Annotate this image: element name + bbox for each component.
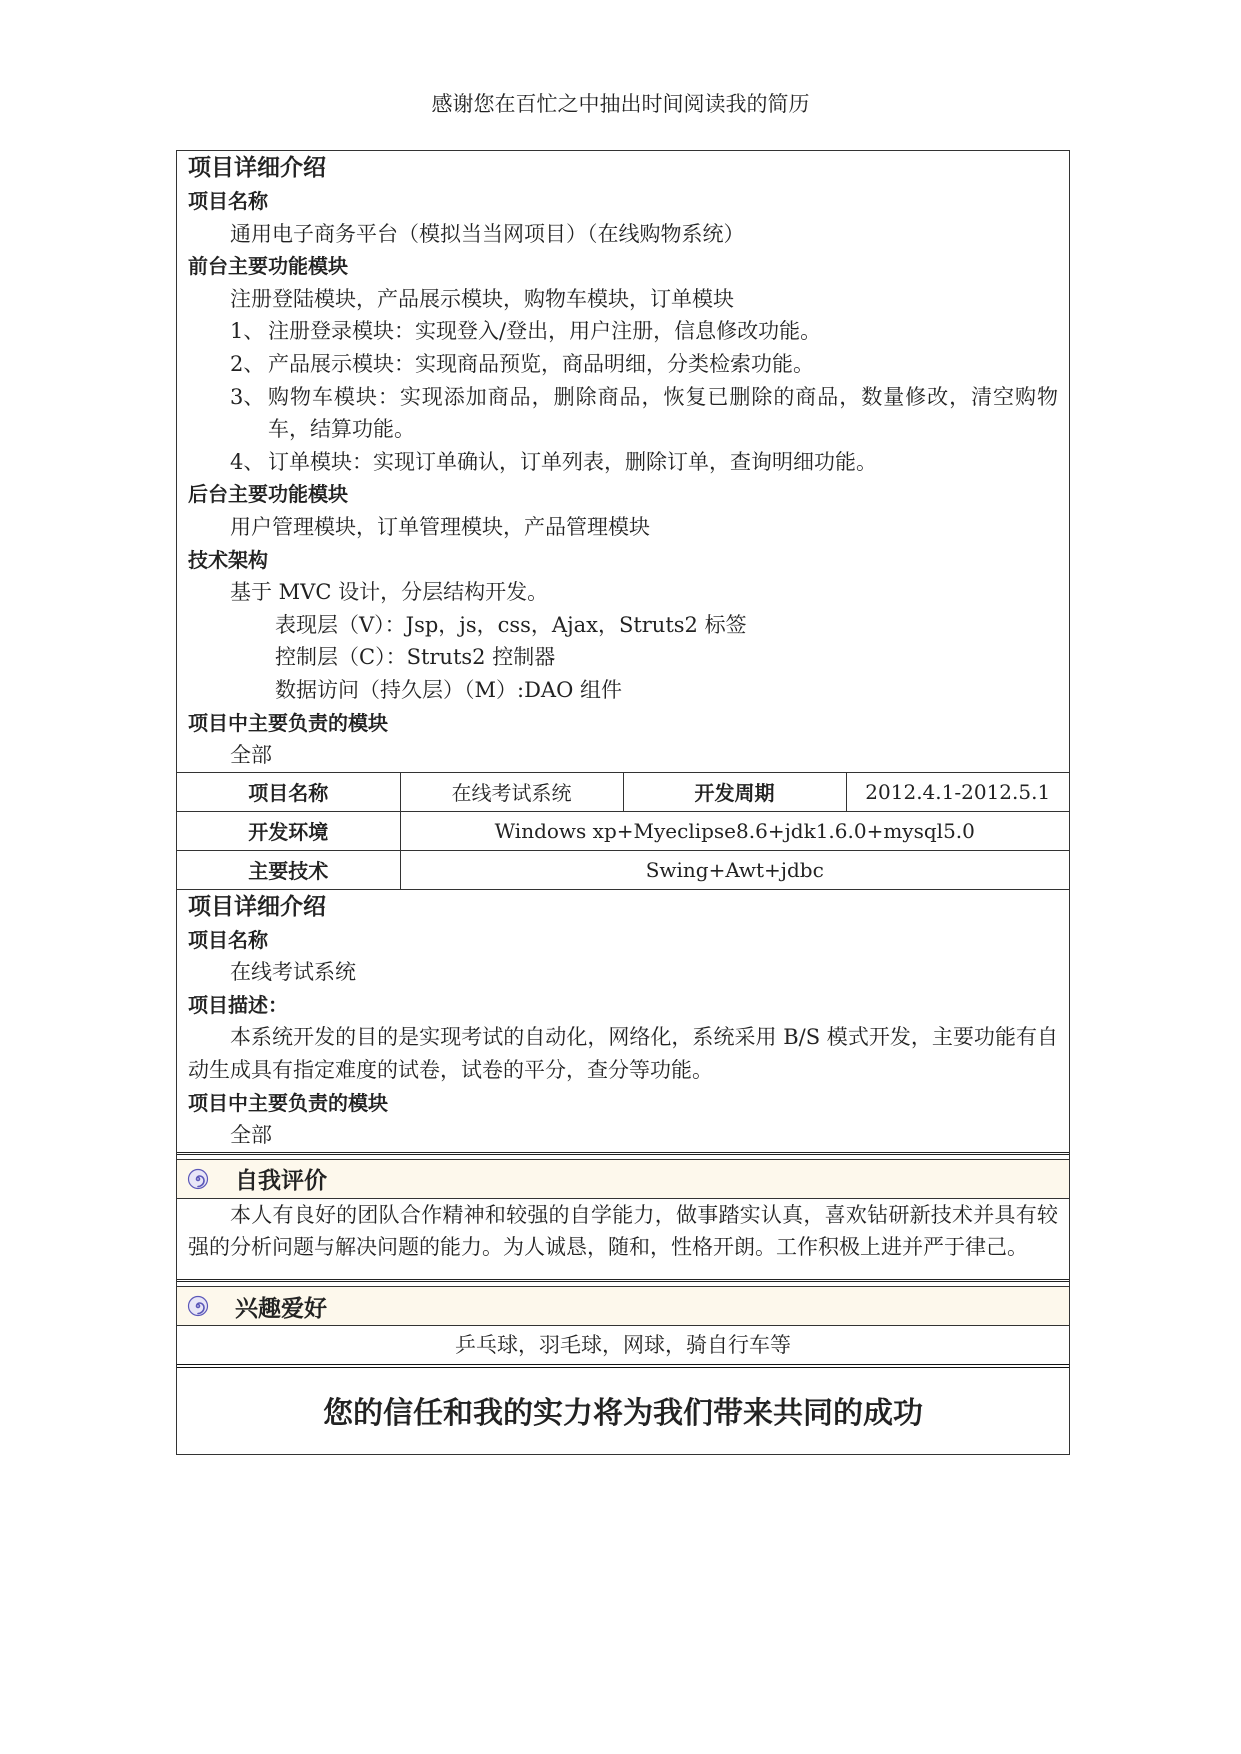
front-module-number: 3、: [230, 384, 265, 409]
resume-project-sheet: [176, 150, 1070, 1455]
front-module-text: 注册登录模块：实现登入/登出，用户注册，信息修改功能。: [268, 319, 822, 344]
project-name-value: 在线考试系统: [400, 772, 623, 811]
section-divider: [177, 1364, 1069, 1374]
table-row: [177, 850, 1069, 889]
dev-env-value: Windows xp+Myeclipse8.6+jdk1.6.0+mysql5.0: [400, 811, 1069, 850]
front-module-number: 4、: [230, 449, 265, 474]
table-row: [177, 772, 1069, 811]
front-module-number: 2、: [230, 351, 265, 376]
front-module-item: [188, 348, 1058, 381]
project1-details: [177, 151, 1069, 772]
project1-name-label: 项目名称: [188, 189, 268, 213]
self-eval-body: [177, 1199, 1069, 1279]
project2-desc-label: 项目描述：: [188, 992, 288, 1017]
project2-desc-value: 本系统开发的目的是实现考试的自动化，网络化，系统采用 B/S 模式开发，主要功能有自动生成具有指定难度的试卷，试卷的平分，查分等功能。: [188, 1025, 1058, 1083]
front-module-item: [188, 446, 1058, 479]
hobbies-text: 乒乓球，羽毛球，网球，骑自行车等: [455, 1333, 791, 1358]
main-tech-label: 主要技术: [177, 850, 400, 889]
swirl-bullet-icon: [187, 1295, 209, 1317]
project1-resp-value: 全部: [230, 743, 272, 768]
project1-tech-summary: 基于 MVC 设计，分层结构开发。: [230, 580, 549, 605]
section-divider: [177, 1152, 1069, 1159]
project1-front-heading: 前台主要功能模块: [188, 254, 348, 279]
project1-front-summary: 注册登陆模块，产品展示模块，购物车模块，订单模块: [230, 286, 734, 311]
self-eval-text: 本人有良好的团队合作精神和较强的自学能力，做事踏实认真，喜欢钻研新技术并具有较强的分析问题与解决问题的能力。为人诚恳，随和，性格开朗。工作积极上进并严于律己。: [188, 1202, 1058, 1260]
project1-tech-heading: 技术架构: [188, 547, 268, 572]
project2-detail-heading: 项目详细介绍: [188, 893, 326, 920]
main-tech-value: Swing+Awt+jdbc: [400, 850, 1069, 889]
table-row: [177, 811, 1069, 850]
front-module-number: 1、: [230, 319, 265, 344]
tech-layer-view: 表现层（V）：Jsp，js，css，Ajax，Struts2 标签: [275, 612, 747, 637]
dev-period-label: 开发周期: [623, 772, 846, 811]
hobbies-header: [177, 1286, 1069, 1326]
page-header-note: 感谢您在百忙之中抽出时间阅读我的简历: [431, 92, 810, 116]
front-module-text: 购物车模块：实现添加商品，删除商品，恢复已删除的商品，数量修改，清空购物车，结算功能。: [268, 384, 1058, 442]
project1-resp-heading: 项目中主要负责的模块: [188, 710, 388, 735]
project2-name-value: 在线考试系统: [230, 960, 356, 985]
swirl-bullet-icon: [187, 1168, 209, 1190]
project1-name-value: 通用电子商务平台（模拟当当网项目）（在线购物系统）: [230, 221, 745, 246]
front-module-text: 订单模块：实现订单确认，订单列表，删除订单，查询明细功能。: [268, 449, 877, 474]
section-divider: [177, 1279, 1069, 1286]
project2-resp-heading: 项目中主要负责的模块: [188, 1090, 388, 1115]
tech-layer-controller: 控制层（C）：Struts2 控制器: [275, 645, 556, 670]
front-module-text: 产品展示模块：实现商品预览，商品明细，分类检索功能。: [268, 351, 814, 376]
front-module-item: [188, 315, 1058, 348]
project2-details: [177, 890, 1069, 1152]
project1-back-heading: 后台主要功能模块: [188, 482, 348, 507]
closing-motto: 您的信任和我的实力将为我们带来共同的成功: [323, 1396, 923, 1432]
dev-period-value: 2012.4.1-2012.5.1: [846, 772, 1069, 811]
project-name-label: 项目名称: [177, 772, 400, 811]
project2-info-table: [177, 772, 1069, 890]
tech-layer-model: 数据访问（持久层）（M）:DAO 组件: [275, 677, 622, 702]
project1-back-summary: 用户管理模块，订单管理模块，产品管理模块: [230, 514, 650, 539]
self-eval-title: 自我评价: [235, 1168, 327, 1195]
hobbies-title: 兴趣爱好: [235, 1295, 327, 1322]
project2-name-label: 项目名称: [188, 927, 268, 952]
self-eval-header: [177, 1159, 1069, 1199]
project2-resp-value: 全部: [230, 1123, 272, 1148]
project1-detail-heading: 项目详细介绍: [188, 155, 326, 181]
front-module-item: [188, 381, 1058, 446]
dev-env-label: 开发环境: [177, 811, 400, 850]
